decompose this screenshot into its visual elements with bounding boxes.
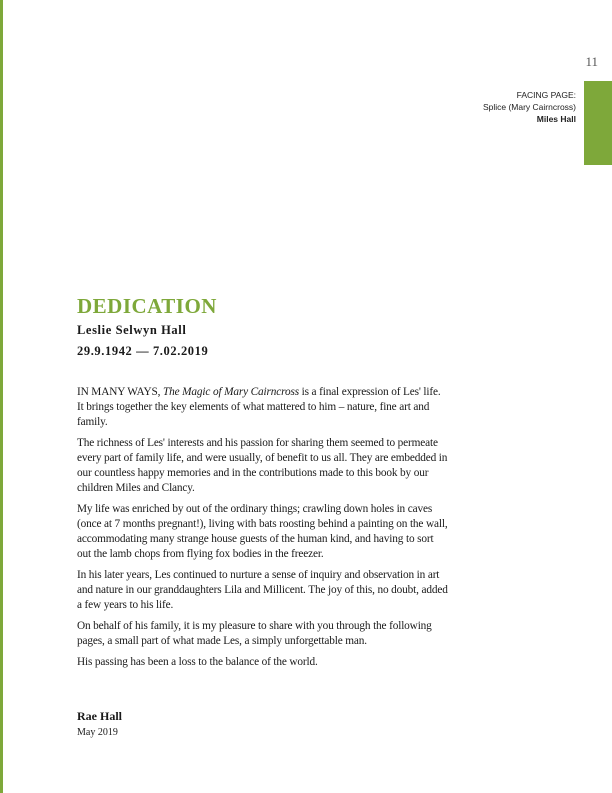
page-title: DEDICATION — [77, 294, 217, 318]
paragraph-1-suffix: is a final expression of Les' life. It brings together the key elements of what mattered to him – nature, fine art and family. — [77, 386, 441, 428]
signoff-name: Rae Hall — [77, 709, 122, 723]
dedication-name: Leslie Selwyn Hall — [77, 323, 187, 337]
left-edge-bar — [0, 0, 3, 793]
paragraph-2: The richness of Les' interests and his passion for sharing them seemed to permeate every part of family life, and were usually, of benefit to us all. They are embedded in our countless happy memories and in the contributions made to this book by our children Miles and Clancy. — [77, 437, 448, 494]
page-number: 11 — [585, 54, 598, 69]
paragraph-6: His passing has been a loss to the balance of the world. — [77, 656, 318, 668]
section-tab-marker — [584, 81, 612, 165]
paragraph-1 — [77, 385, 449, 430]
signoff — [77, 709, 122, 739]
paragraph-3: My life was enriched by out of the ordinary things; crawling down holes in caves (once at 7 months pregnant!), living with bats roosting behind a painting on the wall, accommodating many strange house guests of the human kind, and having to sort out the lamb chops from flying fox bodies in the freezer. — [77, 503, 448, 560]
dedication-dates: 29.9.1942 — 7.02.2019 — [77, 344, 209, 358]
paragraph-5: On behalf of his family, it is my pleasure to share with you through the following pages, a small part of what made Les, a simply unforgettable man. — [77, 620, 432, 647]
book-title: The Magic of Mary Cairncross — [163, 386, 299, 398]
signoff-date: May 2019 — [77, 727, 118, 738]
facing-page-work: Splice (Mary Cairncross) — [482, 102, 576, 112]
facing-page-author: Miles Hall — [536, 114, 576, 124]
dedication-body — [77, 385, 449, 676]
facing-page-label: FACING PAGE: — [516, 90, 576, 100]
paragraph-4: In his later years, Les continued to nurture a sense of inquiry and observation in art and nature in our granddaughters Lila and Millicent. The joy of this, no doubt, added a few years to his life. — [77, 569, 448, 611]
facing-page-caption — [483, 89, 576, 125]
paragraph-1-prefix: IN MANY WAYS, — [77, 386, 163, 398]
